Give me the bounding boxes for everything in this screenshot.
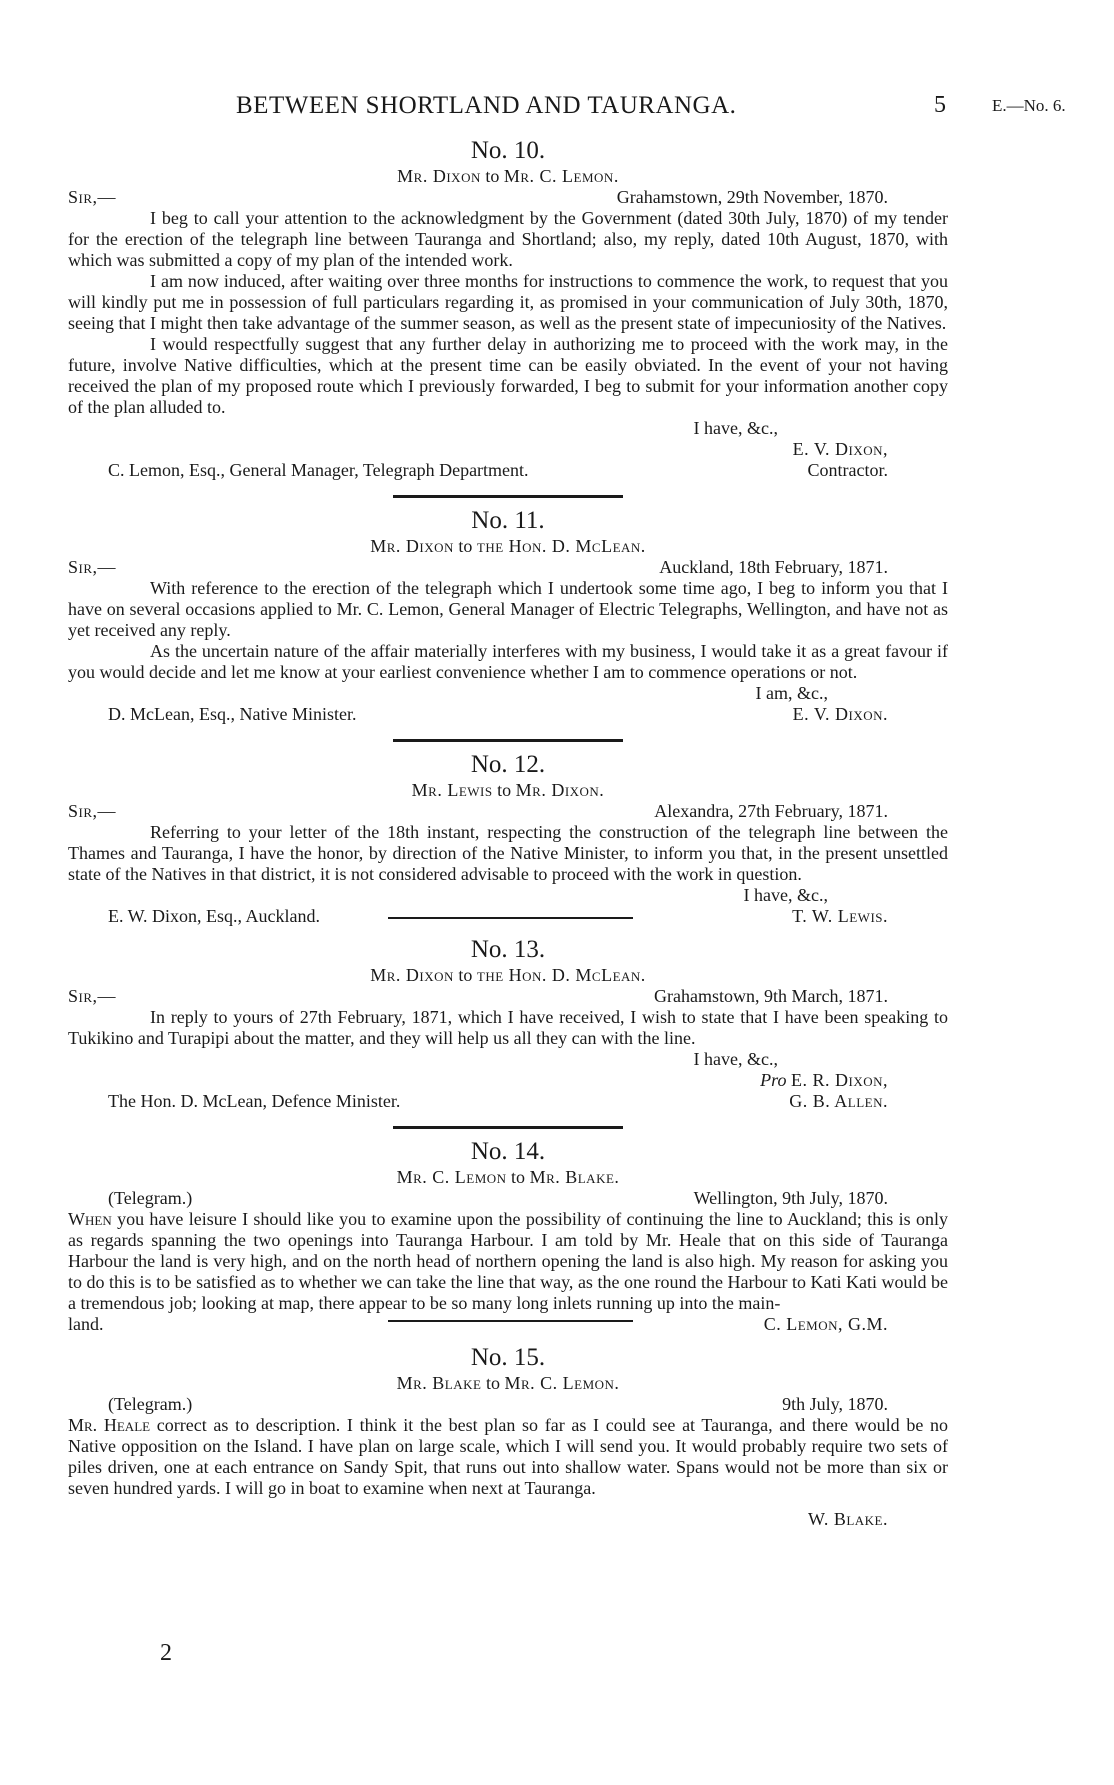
closing: I have, &c.,	[743, 885, 828, 905]
section-divider	[393, 739, 623, 742]
addressee-row	[68, 460, 948, 481]
paragraph-body: you have leisure I should like you to examine upon the possibility of continuing the line to Auckland; this is only as regards spanning the two openings into Tauranga Harbour. I am told by Mr. Heale that on this side of Tauranga Harbour the land is very high, and on the north head of northern opening the land is also high. My reason for asking you to do this is to be satisfied as to whether we can take the line that way, as the one round the Harbour to Kati Kati would be a tremendous job; looking at map, there appear to be so many long inlets running up into the main-	[68, 1209, 948, 1313]
letter-parties: Mr. Dixon to the Hon. D. McLean.	[370, 536, 646, 556]
addressee-row	[68, 1091, 948, 1112]
letter-no-11	[68, 506, 948, 742]
signature-row	[68, 1314, 948, 1335]
paragraph: I would respectfully suggest that any further delay in authorizing me to proceed with the work may, in the future, involve Native difficulties, which at the present time can be easily obviated. In the event of your not having received the plan of my proposed route which I previously forwarded, I beg to submit for your information another copy of the plan alluded to.	[68, 334, 948, 417]
letter-from: Mr. Dixon	[370, 965, 454, 985]
signature-title: Contractor.	[807, 460, 888, 480]
addressee-row	[68, 704, 948, 725]
letter-to: the Hon. D. McLean.	[476, 965, 646, 985]
running-header	[68, 92, 1066, 128]
letter-to: the Hon. D. McLean.	[476, 536, 646, 556]
place-date: Alexandra, 27th February, 1871.	[654, 801, 888, 821]
section-divider	[393, 1126, 623, 1129]
place-date: Grahamstown, 9th March, 1871.	[654, 986, 888, 1006]
last-word: land.	[68, 1314, 104, 1334]
addressee: C. Lemon, Esq., General Manager, Telegraph Department.	[108, 460, 529, 480]
letter-parties: Mr. C. Lemon to Mr. Blake.	[396, 1167, 620, 1187]
paragraph: I beg to call your attention to the acknowledgment by the Government (dated 30th July, 1870) of my tender for the erection of the telegraph line between Tauranga and Shortland; also, my reply, dated 10th August, 1870, with which was submitted a copy of my plan of the intended work.	[68, 208, 948, 270]
paragraph: With reference to the erection of the telegraph which I undertook some time ago, I beg to inform you that I have on several occasions applied to Mr. C. Lemon, General Manager of Electric Telegraphs, Wellington, and have not as yet received any reply.	[68, 578, 948, 640]
place-date: Wellington, 9th July, 1870.	[693, 1188, 888, 1208]
section-divider	[388, 1320, 633, 1322]
letter-number: No. 13.	[470, 936, 546, 963]
place-date: Auckland, 18th February, 1871.	[659, 557, 888, 577]
signature-secondary: G. B. Allen.	[789, 1091, 888, 1111]
letter-no-15	[68, 1343, 948, 1530]
section-divider	[388, 917, 633, 919]
letter-no-12	[68, 750, 948, 927]
letter-number: No. 14.	[470, 1138, 546, 1165]
letter-to: Mr. C. Lemon.	[504, 1373, 620, 1393]
letter-from: Mr. Lewis	[411, 780, 493, 800]
paragraph	[68, 1415, 948, 1499]
letter-no-10	[68, 136, 948, 498]
salutation: (Telegram.)	[108, 1394, 193, 1414]
salutation-row	[68, 1188, 948, 1209]
closing: I have, &c.,	[693, 1049, 778, 1069]
salutation: Sir,—	[68, 557, 117, 577]
letter-from: Mr. Blake	[396, 1373, 482, 1393]
letter-from: Mr. C. Lemon	[396, 1167, 507, 1187]
letter-parties: Mr. Dixon to the Hon. D. McLean.	[370, 965, 646, 985]
letter-parties: Mr. Lewis to Mr. Dixon.	[411, 780, 605, 800]
letter-to: Mr. C. Lemon.	[503, 166, 619, 186]
salutation-row	[68, 801, 948, 822]
closing: I am, &c.,	[755, 683, 828, 703]
letter-from: Mr. Dixon	[397, 166, 481, 186]
salutation: Sir,—	[68, 801, 117, 821]
letter-no-14	[68, 1137, 948, 1335]
running-title: BETWEEN SHORTLAND AND TAURANGA.	[236, 92, 737, 119]
letter-from: Mr. Dixon	[370, 536, 454, 556]
signature-line	[68, 1070, 948, 1091]
addressee: E. W. Dixon, Esq., Auckland.	[108, 906, 320, 926]
first-word: Mr. Heale	[68, 1415, 151, 1435]
letter-no-13	[68, 935, 948, 1129]
signature: C. Lemon, G.M.	[763, 1314, 888, 1334]
salutation-row	[68, 187, 948, 208]
letter-parties: Mr. Blake to Mr. C. Lemon.	[396, 1373, 620, 1393]
salutation: Sir,—	[68, 986, 117, 1006]
letter-number: No. 11.	[471, 507, 545, 534]
paragraph: As the uncertain nature of the affair materially interferes with my business, I would take it as a great favour if you would decide and let me know at your earliest convenience whether I am to commence operations or not.	[68, 641, 948, 682]
paragraph: Referring to your letter of the 18th instant, respecting the construction of the telegraph line between the Thames and Tauranga, I have the honor, by direction of the Native Minister, to inform you that, in the present unsettled state of the Natives in that district, it is not considered advisable to proceed with the work in question.	[68, 822, 948, 884]
document-page	[68, 92, 1066, 1666]
pro-prefix: Pro	[760, 1070, 787, 1090]
salutation: (Telegram.)	[108, 1188, 193, 1208]
paragraph: In reply to yours of 27th February, 1871, which I have received, I wish to state that I have been speaking to Tukikino and Turapipi about the matter, and they will help us all they can with the line.	[68, 1007, 948, 1048]
addressee: The Hon. D. McLean, Defence Minister.	[108, 1091, 401, 1111]
paragraph	[68, 1209, 948, 1314]
letter-parties: Mr. Dixon to Mr. C. Lemon.	[397, 166, 619, 186]
paragraph-body: correct as to description. I think it the best plan so far as I could see at Tauranga, and there would be no Native opposition on the Island. I have plan on large scale, which I will send you. It would probably require two sets of piles driven, one at each entrance on Sandy Spit, that runs out into shallow water. Spans would not be more than six or seven hundred yards. I will go in boat to examine when next at Tauranga.	[68, 1415, 948, 1498]
page-number: 5	[934, 92, 946, 118]
salutation: Sir,—	[68, 187, 117, 207]
signature: E. V. Dixon.	[792, 704, 888, 724]
place-date: Grahamstown, 29th November, 1870.	[616, 187, 888, 207]
salutation-row	[68, 986, 948, 1007]
section-divider	[393, 495, 623, 498]
salutation-row	[68, 557, 948, 578]
signature: E. V. Dixon,	[792, 439, 888, 459]
letter-number: No. 12.	[470, 751, 546, 778]
addressee-row	[68, 906, 948, 927]
paragraph: I am now induced, after waiting over three months for instructions to commence the work, to request that you will kindly put me in possession of full particulars regarding it, as promised in your communication of July 30th, 1870, seeing that I might then take advantage of the summer season, as well as the present state of impecuniosity of the Natives.	[68, 271, 948, 333]
salutation-row	[68, 1394, 948, 1415]
closing: I have, &c.,	[693, 418, 778, 438]
letter-number: No. 15.	[470, 1344, 546, 1371]
signature: T. W. Lewis.	[792, 906, 888, 926]
first-word: When	[68, 1209, 112, 1229]
signature-mark: 2	[160, 1640, 172, 1666]
addressee: D. McLean, Esq., Native Minister.	[108, 704, 357, 724]
document-reference: E.—No. 6.	[992, 96, 1066, 115]
signature: W. Blake.	[807, 1509, 888, 1529]
letter-number: No. 10.	[470, 137, 546, 164]
place-date: 9th July, 1870.	[782, 1394, 888, 1414]
letter-to: Mr. Blake.	[529, 1167, 620, 1187]
signature: E. R. Dixon,	[791, 1070, 888, 1090]
letter-to: Mr. Dixon.	[515, 780, 605, 800]
